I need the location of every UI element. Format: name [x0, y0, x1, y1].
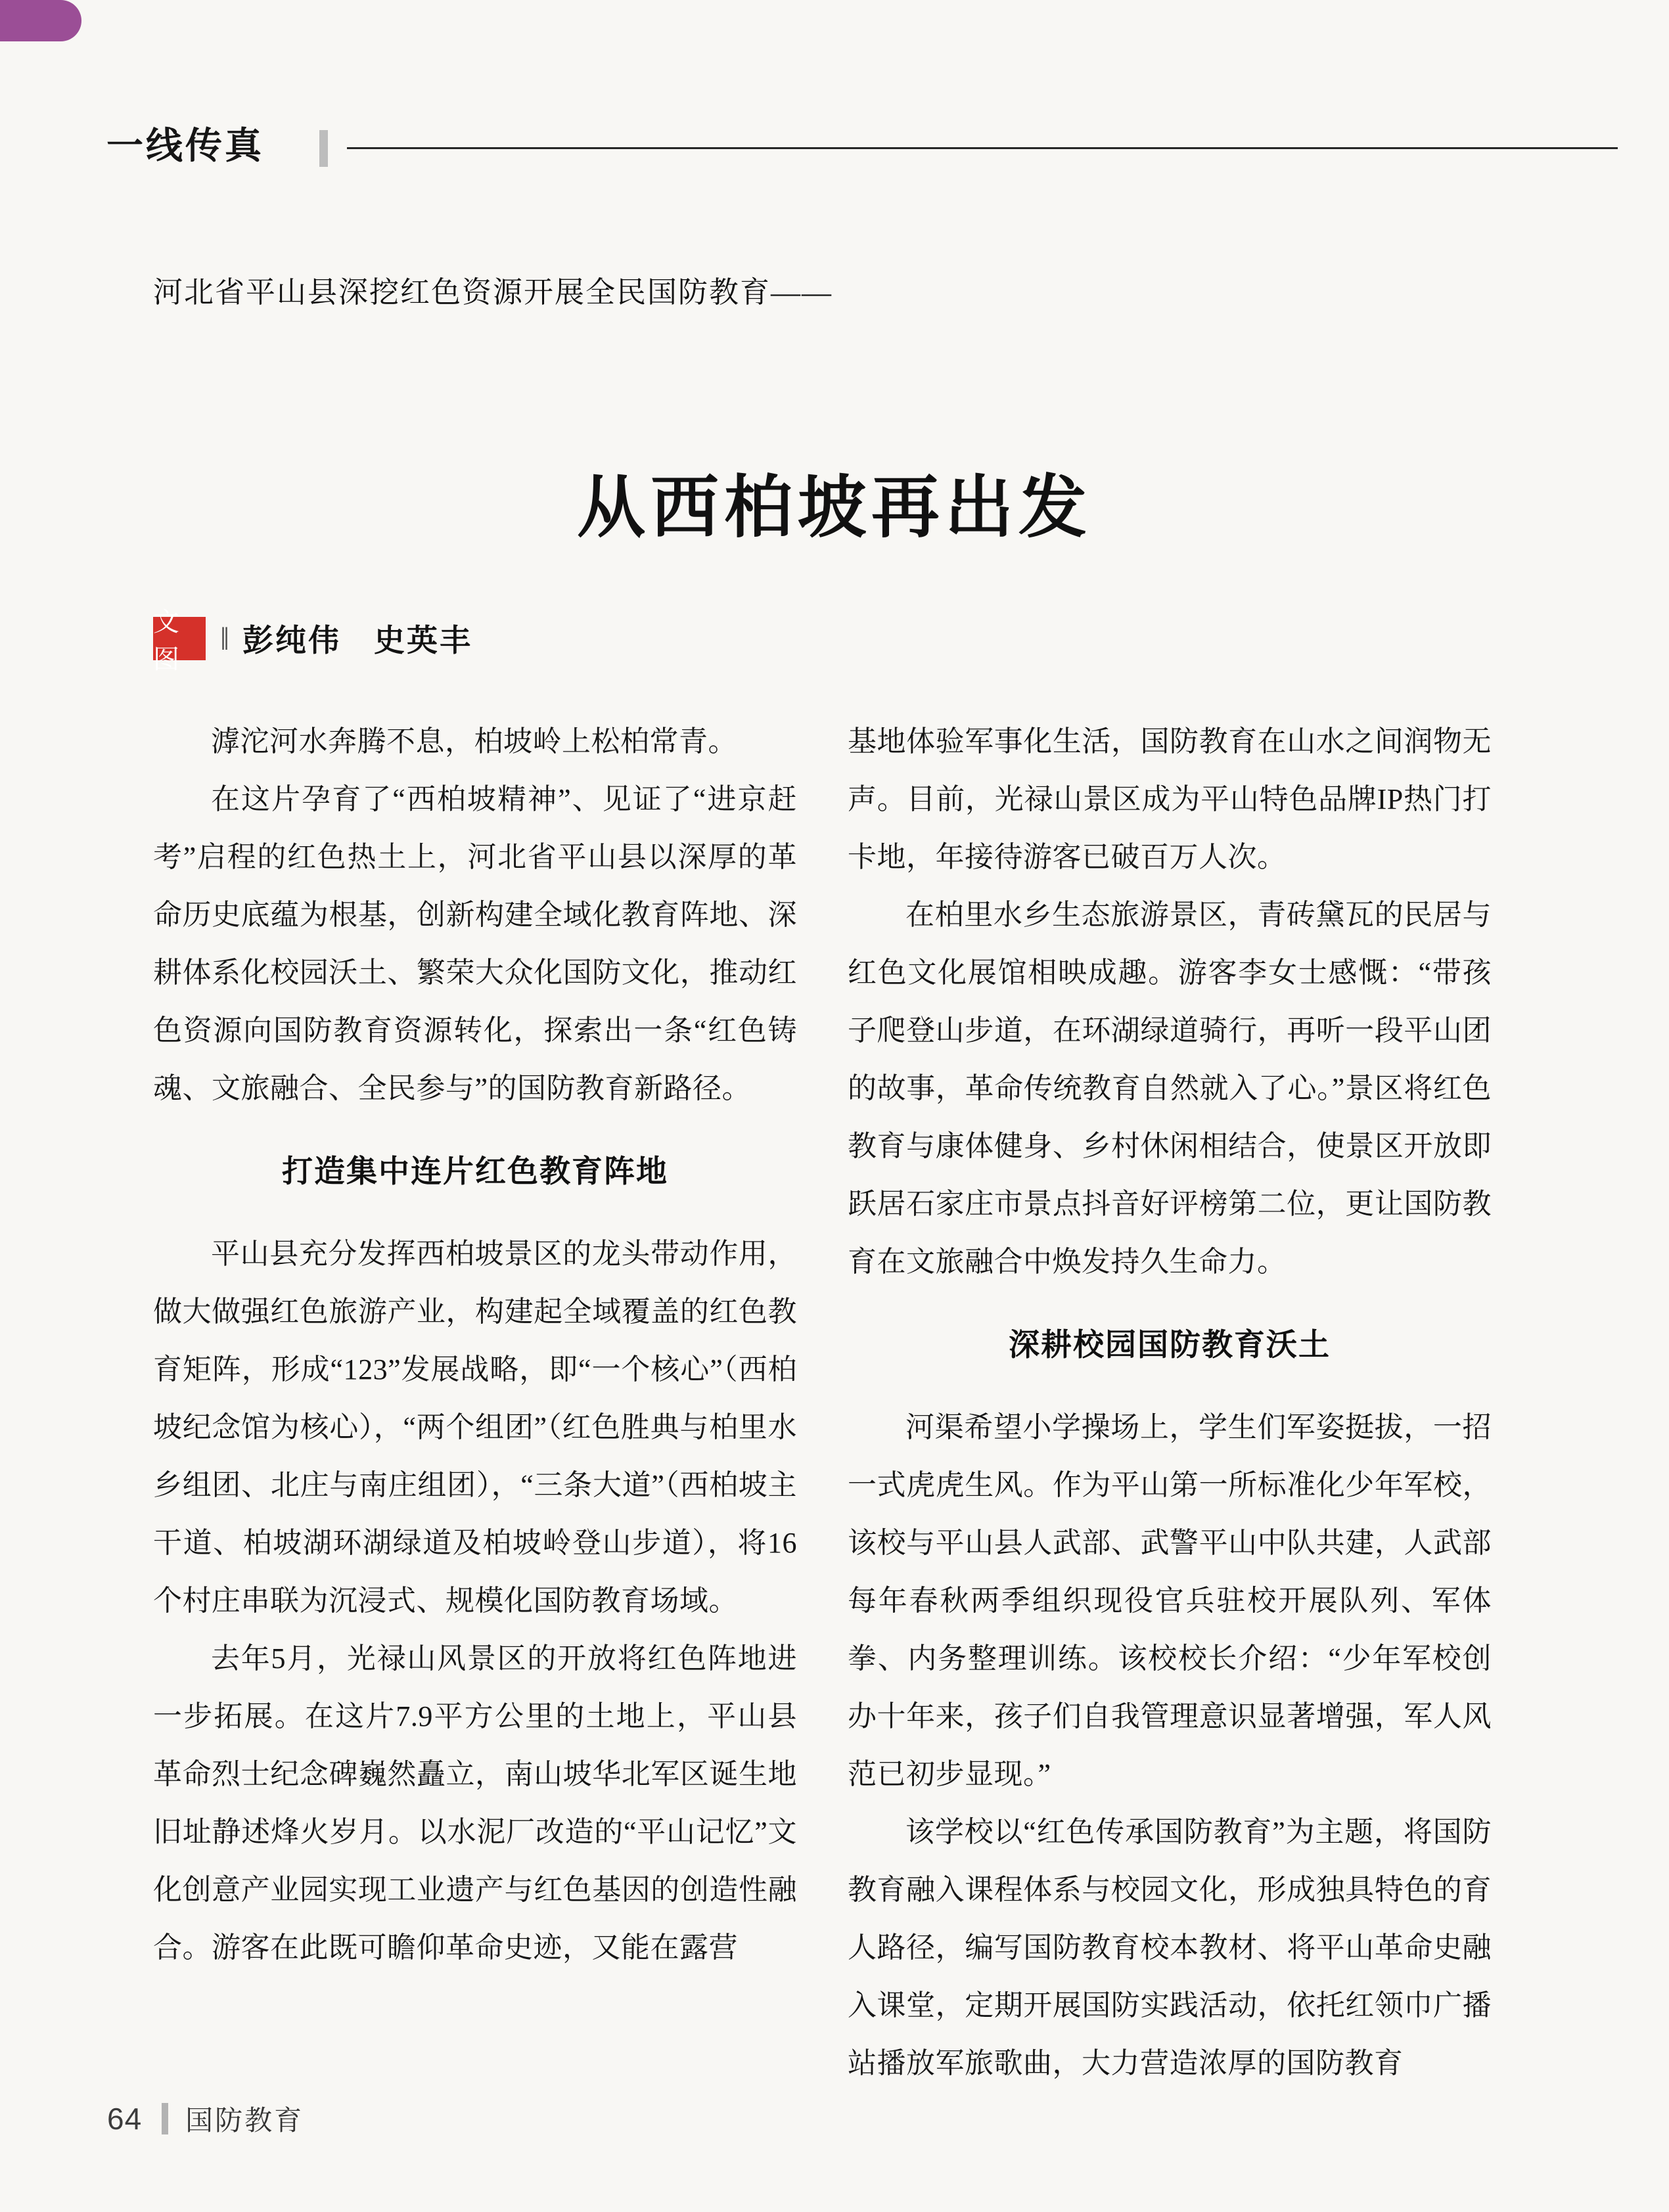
body-paragraph: 滹沱河水奔腾不息，柏坡岭上松柏常青。 — [211, 725, 737, 757]
footer-divider — [162, 2103, 168, 2134]
footer-page-number: 64 — [107, 2102, 143, 2136]
article-title: 从西柏坡再出发 — [576, 470, 1092, 546]
body-paragraph: 去年5月，光禄山风景区的开放将红色阵地进一步拓展。在这片7.9平方公里的土地上，平山县革命烈士纪念碑巍然矗立，南山坡华北军区诞生地旧址静述烽火岁月。以水泥厂改造的“平山记忆”文化创意产业园实现工业遗产与红色基因的创造性融合。游客在此既可瞻仰革命史迹，又能在露营 — [153, 1642, 797, 1964]
right-column — [848, 713, 1492, 2092]
body-paragraph: 河渠希望小学操场上，学生们军姿挺拔，一招一式虎虎生风。作为平山第一所标准化少年军校，该校与平山县人武部、武警平山中队共建，人武部每年春秋两季组织现役官兵驻校开展队列、军体拳、内务整理训练。该校校长介绍：“少年军校创办十年来，孩子们自我管理意识显著增强，军人风范已初步显现。” — [848, 1411, 1492, 1790]
byline-separator: ‖ — [220, 620, 230, 657]
body-paragraph: 在这片孕育了“西柏坡精神”、见证了“进京赶考”启程的红色热土上，河北省平山县以深厚的革命历史底蕴为根基，创新构建全域化教育阵地、深耕体系化校园沃土、繁荣大众化国防文化，推动红色资源向国防教育资源转化，探索出一条“红色铸魂、文旅融合、全民参与”的国防教育新路径。 — [153, 783, 797, 1104]
body-paragraph: 在柏里水乡生态旅游景区，青砖黛瓦的民居与红色文化展馆相映成趣。游客李女士感慨：“带孩子爬登山步道，在环湖绿道骑行，再听一段平山团的故事，革命传统教育自然就入了心。”景区将红色教育与康体健身、乡村休闲相结合，使景区开放即跃居石家庄市景点抖音好评榜第二位，更让国防教育在文旅融合中焕发持久生命力。 — [848, 899, 1492, 1278]
body-paragraph: 平山县充分发挥西柏坡景区的龙头带动作用，做大做强红色旅游产业，构建起全域覆盖的红色教育矩阵，形成“123”发展战略，即“一个核心”（西柏坡纪念馆为核心），“两个组团”（红色胜典与柏里水乡组团、北庄与南庄组团），“三条大道”（西柏坡主干道、柏坡湖环湖绿道及柏坡岭登山步道），将16个村庄串联为沉浸式、规模化国防教育场域。 — [153, 1238, 797, 1617]
article-body — [153, 713, 1494, 2092]
page-footer — [107, 2099, 304, 2138]
section-badge — [0, 0, 81, 41]
byline-tag: 文图 — [153, 617, 206, 660]
section-label-tick — [319, 130, 328, 167]
column-heading: 深耕校园国防教育沃土 — [1009, 1327, 1331, 1362]
header-rule — [347, 147, 1618, 149]
column-heading: 打造集中连片红色教育阵地 — [282, 1154, 668, 1188]
byline-authors: 彭纯伟 史英丰 — [242, 623, 473, 658]
left-column — [153, 713, 797, 2092]
body-paragraph: 该学校以“红色传承国防教育”为主题，将国防教育融入课程体系与校园文化，形成独具特色的育人路径，编写国防教育校本教材、将平山革命史融入课堂，定期开展国防实践活动，依托红领巾广播站播放军旅歌曲，大力营造浓厚的国防教育 — [848, 1816, 1492, 2079]
byline — [153, 607, 473, 674]
article-kicker: 河北省平山县深挖红色资源开展全民国防教育—— — [153, 276, 833, 309]
section-label: 一线传真 — [106, 125, 264, 166]
footer-journal-name: 国防教育 — [185, 2105, 304, 2136]
body-paragraph: 基地体验军事化生活，国防教育在山水之间润物无声。目前，光禄山景区成为平山特色品牌IP热门打卡地，年接待游客已破百万人次。 — [848, 725, 1492, 873]
